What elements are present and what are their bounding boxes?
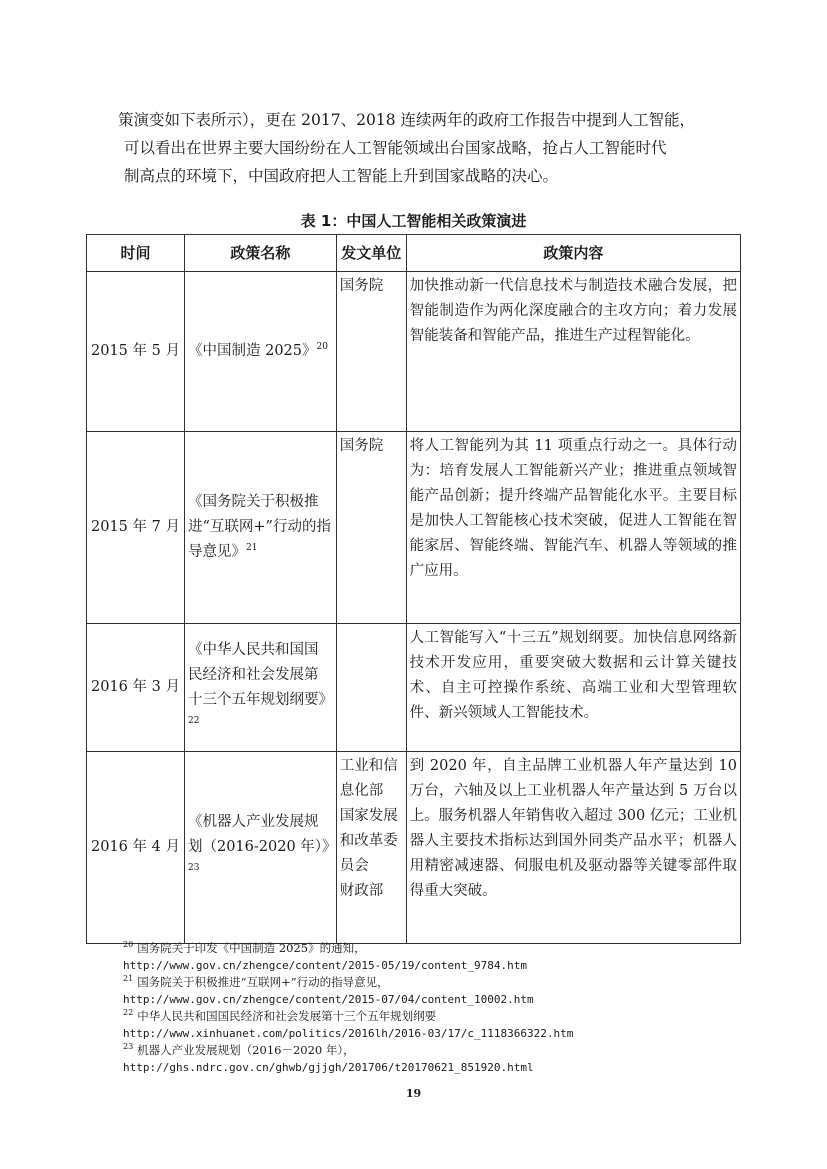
footnote — [123, 1008, 743, 1042]
row-time: 2016 年 3 月 — [87, 624, 185, 752]
footnote-number: 23 — [123, 1042, 134, 1052]
row-policy-name — [184, 432, 336, 624]
row-policy-name — [184, 272, 336, 432]
footnote-title-text: 国务院关于积极推进“互联网+”行动的指导意见， — [137, 975, 389, 989]
footnote-number: 21 — [123, 974, 134, 984]
footnote-number: 22 — [123, 1008, 134, 1018]
table-row — [87, 432, 741, 624]
footnote-ref: 20 — [316, 342, 328, 353]
policy-name-text: 《机器人产业发展规划（2016-2020 年）》 — [187, 814, 337, 855]
page-number: 19 — [405, 1087, 422, 1100]
row-issuer — [336, 624, 406, 752]
issuer-line: 国家发展和改革委员会 — [339, 808, 398, 874]
intro-line: 制高点的环境下，中国政府把人工智能上升到国家战略的决心。 — [124, 167, 559, 185]
row-policy-content: 将人工智能列为其 11 项重点行动之一。具体行动为：培育发展人工智能新兴产业；推进重点领域智能产品创新；提升终端产品智能化水平。主要目标是加快人工智能核心技术突破，促进人工智能在智能家居、智能终端、智能汽车、机器人等领域的推广应用。 — [406, 432, 740, 624]
header-issuer: 发文单位 — [336, 235, 406, 272]
footnote-title — [123, 940, 743, 957]
row-policy-name — [184, 752, 336, 944]
footnote-url[interactable]: http://www.gov.cn/zhengce/content/2015-07/04/content_10002.htm — [123, 993, 534, 1006]
header-policy-content: 政策内容 — [406, 235, 740, 272]
footnote-title — [123, 1008, 743, 1025]
footnote-number: 20 — [123, 940, 134, 950]
table-caption: 表 1：中国人工智能相关政策演进 — [300, 212, 527, 230]
intro-line: 策演变如下表所示），更在 2017、2018 连续两年的政府工作报告中提到人工智能， — [118, 111, 695, 129]
row-policy-content: 加快推动新一代信息技术与制造技术融合发展，把智能制造作为两化深度融合的主攻方向；着力发展智能装备和智能产品，推进生产过程智能化。 — [406, 272, 740, 432]
header-time: 时间 — [87, 235, 185, 272]
row-time: 2015 年 7 月 — [87, 432, 185, 624]
row-policy-content: 到 2020 年，自主品牌工业机器人年产量达到 10 万台，六轴及以上工业机器人年产量达到 5 万台以上。服务机器人年销售收入超过 300 亿元；工业机器人主要技术指标达到国外同类产品水平；机器人用精密减速器、伺服电机及驱动器等关键零部件取得重大突破。 — [406, 752, 740, 944]
table-header-row — [87, 235, 741, 272]
header-policy-name: 政策名称 — [184, 235, 336, 272]
table-row — [87, 752, 741, 944]
issuer-line: 国务院 — [339, 438, 384, 454]
row-policy-name — [184, 624, 336, 752]
policy-name-text: 《国务院关于积极推进“互联网+”行动的指导意见》 — [187, 494, 331, 560]
intro-line: 可以看出在世界主要大国纷纷在人工智能领域出台国家战略，抢占人工智能时代 — [124, 139, 667, 157]
footnote-ref: 23 — [187, 863, 200, 874]
intro-paragraph — [118, 106, 718, 190]
issuer-line: 财政部 — [339, 883, 384, 899]
footnote-title — [123, 1042, 743, 1059]
footnote-title-text: 机器人产业发展规划（2016－2020 年）， — [137, 1043, 355, 1057]
row-policy-content: 人工智能写入“十三五”规划纲要。加快信息网络新技术开发应用，重要突破大数据和云计算关键技术、自主可控操作系统、高端工业和大型管理软件、新兴领域人工智能技术。 — [406, 624, 740, 752]
row-time: 2016 年 4 月 — [87, 752, 185, 944]
row-time: 2015 年 5 月 — [87, 272, 185, 432]
row-issuer — [336, 272, 406, 432]
footnote-title-text: 国务院关于印发《中国制造 2025》的通知， — [137, 941, 366, 955]
row-issuer — [336, 752, 406, 944]
footnote-title — [123, 974, 743, 991]
policy-name-text: 《中国制造 2025》 — [187, 343, 317, 359]
footnote — [123, 940, 743, 974]
footnote — [123, 974, 743, 1008]
row-issuer — [336, 432, 406, 624]
table-row — [87, 624, 741, 752]
footnote — [123, 1042, 743, 1076]
footnote-url[interactable]: http://www.xinhuanet.com/politics/2016lh/2016-03/17/c_1118366322.htm — [123, 1027, 574, 1040]
footnote-ref: 22 — [187, 715, 200, 726]
issuer-line: 国务院 — [339, 278, 384, 294]
policy-name-text: 《中华人民共和国国民经济和社会发展第十三个五年规划纲要》 — [187, 641, 333, 708]
footnote-url[interactable]: http://ghs.ndrc.gov.cn/ghwb/gjjgh/201706/t20170621_851920.html — [123, 1061, 534, 1074]
table-row — [87, 272, 741, 432]
issuer-line: 工业和信息化部 — [339, 758, 398, 799]
footnote-url[interactable]: http://www.gov.cn/zhengce/content/2015-05/19/content_9784.htm — [123, 959, 527, 972]
policy-table — [86, 234, 741, 944]
footnote-ref: 21 — [245, 543, 258, 554]
footnote-title-text: 中华人民共和国国民经济和社会发展第十三个五年规划纲要 — [137, 1009, 437, 1023]
footnotes — [123, 940, 743, 1076]
